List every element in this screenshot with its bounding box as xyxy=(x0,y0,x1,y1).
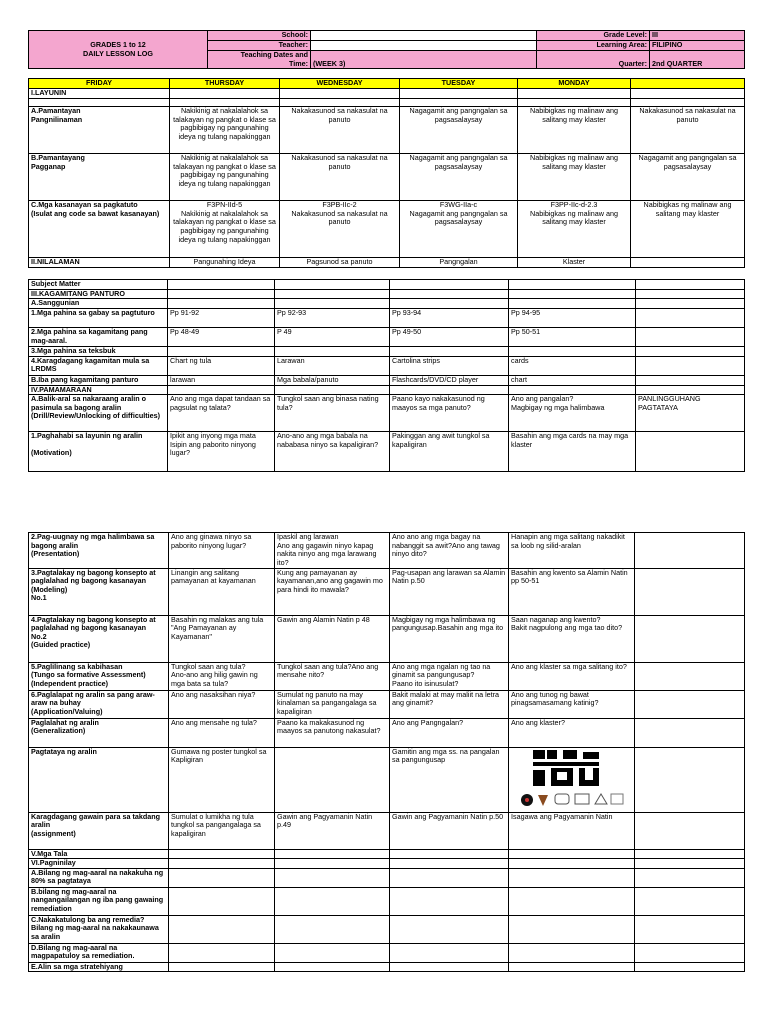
layunin-heading: I.LAYUNIN xyxy=(29,89,170,99)
objective-row xyxy=(29,258,745,268)
cell: Cartolina strips xyxy=(390,356,509,375)
row-label: 3.Pagtalakay ng bagong konsepto at paglalahad ng bagong kasanayan (Modeling) No.1 xyxy=(29,568,169,615)
row-label: 4.Karagdagang kagamitan mula sa LRDMS xyxy=(29,356,168,375)
cell: Ipikit ang inyong mga mata Isipin ang paborito ninyong lugar? xyxy=(168,432,275,472)
teaching-dates-value: (WEEK 3) xyxy=(311,51,537,69)
cell: Nagagamit ang pangngalan sa pagsasalaysay xyxy=(400,107,518,154)
dll-title-line1: GRADES 1 to 12 xyxy=(90,40,146,49)
cell xyxy=(635,718,745,747)
cell: Nakakasunod sa nakasulat na panuto xyxy=(631,107,745,154)
objective-row xyxy=(29,154,745,201)
days-row xyxy=(29,79,745,89)
cell: Flashcards/DVD/CD player xyxy=(390,375,509,385)
cell: Ano ang mga ngalan ng tao na ginamit sa pangungusap? Paano ito isinusulat? xyxy=(390,662,509,690)
cell: PANLINGGUHANG PAGTATAYA xyxy=(636,395,745,432)
day-wednesday: WEDNESDAY xyxy=(280,79,400,89)
cell: F3WG-IIa-c Nagagamit ang pangngalan sa pagsasalaysay xyxy=(400,201,518,258)
row-label: VI.Pagninilay xyxy=(29,859,169,869)
dll-title xyxy=(29,31,208,69)
day-monday: MONDAY xyxy=(518,79,631,89)
cell: Basahin ang kwento sa Alamin Natin pp 50-51 xyxy=(509,568,635,615)
procedures-table xyxy=(28,532,745,972)
row-label: A.Pamantayan Pangnilinaman xyxy=(29,107,170,154)
row-label: II.NILALAMAN xyxy=(29,258,170,268)
cell: Gawin ang Alamin Natin p 48 xyxy=(275,615,390,662)
row-label: 1.Mga pahina sa gabay sa pagtuturo xyxy=(29,308,168,327)
cell: Ano ang Pangngalan? xyxy=(390,718,509,747)
dll-title-line2: DAILY LESSON LOG xyxy=(83,48,153,58)
cell: Klaster xyxy=(518,258,631,268)
cell xyxy=(275,747,390,812)
day-tuesday: TUESDAY xyxy=(400,79,518,89)
cell: Gawin ang Pagyamanin Natin p.50 xyxy=(390,812,509,849)
cell: Ano ano ang mga bagay na nabanggit sa awit?Ano ang tawag ninyo dito? xyxy=(390,533,509,569)
cell: chart xyxy=(509,375,636,385)
row-label: B.Pamantayang Pagganap xyxy=(29,154,170,201)
row-label: 2.Mga pahina sa kagamitang pang mag-aaral. xyxy=(29,327,168,346)
row-label: 4.Pagtalakay ng bagong konsepto at paglalahad ng bagong kasanayan No.2 (Guided practice) xyxy=(29,615,169,662)
assessment-picture-cell xyxy=(509,747,635,812)
row-label: A.Balik-aral sa nakaraang aralin o pasimula sa bagong aralin (Drill/Review/Unlocking of difficulties) xyxy=(29,395,168,432)
cell: Pangngalan xyxy=(400,258,518,268)
cell: F3PP-IIc-d-2.3 Nabibigkas ng malinaw ang salitang may klaster xyxy=(518,201,631,258)
cell: Basahin ng malakas ang tula "Ang Pamayanan ay Kayamanan" xyxy=(169,615,275,662)
cell: Saan naganap ang kwento? Bakit nagpulong ang mga tao dito? xyxy=(509,615,635,662)
cell: Nabibigkas ng malinaw ang salitang may klaster xyxy=(631,201,745,258)
learning-area-value: FILIPINO xyxy=(650,41,745,51)
cell: cards xyxy=(509,356,636,375)
cell: Sumulat o lumikha ng tula tungkol sa pangangalaga sa kapaligiran xyxy=(169,812,275,849)
row-label: D.Bilang ng mag-aaral na magpapatuloy sa remediation. xyxy=(29,943,169,962)
cell xyxy=(635,615,745,662)
cell xyxy=(635,812,745,849)
quarter-value: 2nd QUARTER xyxy=(650,51,745,69)
row-label: A.Sanggunian xyxy=(29,299,168,309)
cell: Pagsunod sa panuto xyxy=(280,258,400,268)
row-label: A.Bilang ng mag-aaral na nakakuha ng 80% sa pagtataya xyxy=(29,868,169,887)
cell: Nagagamit ang pangngalan sa pagsasalaysay xyxy=(631,154,745,201)
cell: Nakikinig at nakalalahok sa talakayan ng pangkat o klase sa pagbibigay ng pangunahing ideya ng tulang napakinggan xyxy=(170,107,280,154)
cell: Chart ng tula xyxy=(168,356,275,375)
cell: Mga babala/panuto xyxy=(275,375,390,385)
cell: Larawan xyxy=(275,356,390,375)
row-label: B.bilang ng mag-aaral na nangangailangan ng iba pang gawaing remediation xyxy=(29,887,169,915)
cell: Ano ang pangalan? Magbigay ng mga halimbawa xyxy=(509,395,636,432)
cell: Ano ang mensahe ng tula? xyxy=(169,718,275,747)
cell: Pp 94-95 xyxy=(509,308,636,327)
cell xyxy=(636,327,745,346)
cell: Ipaskil ang larawan Ano ang gagawin ninyo kapag nakita ninyo ang mga larawang ito? xyxy=(275,533,390,569)
cell: Nabibigkas ng malinaw ang salitang may klaster xyxy=(518,107,631,154)
cell: Ano ang tunog ng bawat pinagsamasamang katinig? xyxy=(509,690,635,718)
row-label: 2.Pag-uugnay ng mga halimbawa sa bagong aralin (Presentation) xyxy=(29,533,169,569)
cell: Isagawa ang Pagyamanin Natin xyxy=(509,812,635,849)
cell xyxy=(636,432,745,472)
cell: Ano ang nasaksihan niya? xyxy=(169,690,275,718)
cell: Basahin ang mga cards na may mga klaster xyxy=(509,432,636,472)
day-extra xyxy=(631,79,745,89)
cell: Pp 92-93 xyxy=(275,308,390,327)
cell: Paano ka makakasunod ng maayos sa panutong nakasulat? xyxy=(275,718,390,747)
cell: Magbigay ng mga halimbawa ng pangungusap.Basahin ang mga ito xyxy=(390,615,509,662)
cell xyxy=(635,662,745,690)
cell xyxy=(631,258,745,268)
cell xyxy=(635,690,745,718)
row-label: C.Mga kasanayan sa pagkatuto (Isulat ang code sa bawat kasanayan) xyxy=(29,201,170,258)
row-label: 1.Paghahabi sa layunin ng aralin (Motivation) xyxy=(29,432,168,472)
objective-row xyxy=(29,107,745,154)
quarter-label: Quarter: xyxy=(537,51,650,69)
cell: Pp 93-94 xyxy=(390,308,509,327)
cell: Ano-ano ang mga babala na nababasa ninyo sa kapaligiran? xyxy=(275,432,390,472)
grade-level-value: III xyxy=(650,31,745,41)
cell: Nakakasunod sa nakasulat na panuto xyxy=(280,154,400,201)
row-label: Paglalahat ng aralin (Generalization) xyxy=(29,718,169,747)
day-friday: FRIDAY xyxy=(29,79,170,89)
cell xyxy=(636,375,745,385)
cell: larawan xyxy=(168,375,275,385)
cell: Ano ang klaster sa mga salitang ito? xyxy=(509,662,635,690)
cell: Ano ang klaster? xyxy=(509,718,635,747)
row-label: III.KAGAMITANG PANTURO xyxy=(29,289,168,299)
cell: Nagagamit ang pangngalan sa pagsasalaysay xyxy=(400,154,518,201)
klaster-picture-cards xyxy=(511,748,629,810)
cell: Gumawa ng poster tungkol sa Kapligiran xyxy=(169,747,275,812)
row-label: Karagdagang gawain para sa takdang aralin (assignment) xyxy=(29,812,169,849)
cell: Pakinggan ang awit tungkol sa kapaligiran xyxy=(390,432,509,472)
cell: Nakikinig at nakalalahok sa talakayan ng pangkat o klase sa pagbibigay ng pangunahing ideya ng tulang napakinggan xyxy=(170,154,280,201)
school-label: School: xyxy=(208,31,311,41)
cell: Paano kayo nakakasunod ng maayos sa mga panuto? xyxy=(390,395,509,432)
cell: F3PN-IId-5 Nakikinig at nakalalahok sa talakayan ng pangkat o klase sa pagbibigay ng pangunahing ideya ng tulang napakinggan xyxy=(170,201,280,258)
teacher-label: Teacher: xyxy=(208,41,311,51)
cell: F3PB-IIc-2 Nakakasunod sa nakasulat na panuto xyxy=(280,201,400,258)
row-label: E.Alin sa mga stratehiyang xyxy=(29,962,169,972)
cell xyxy=(635,747,745,812)
cell: Pp 91-92 xyxy=(168,308,275,327)
cell xyxy=(636,308,745,327)
cell xyxy=(635,533,745,569)
cell: Tungkol saan ang tula? Ano-ano ang hilig gawin ng mga bata sa tula? xyxy=(169,662,275,690)
cell xyxy=(635,568,745,615)
row-label: V.Mga Tala xyxy=(29,849,169,859)
cell: Ano ang mga dapat tandaan sa pagsulat ng talata? xyxy=(168,395,275,432)
row-label: Pagtataya ng aralin xyxy=(29,747,169,812)
row-label: 3.Mga pahina sa teksbuk xyxy=(29,346,168,356)
cell xyxy=(636,356,745,375)
learning-area-label: Learning Area: xyxy=(537,41,650,51)
cell: Tungkol saan ang binasa nating tula? xyxy=(275,395,390,432)
teacher-value xyxy=(311,41,537,51)
header-table xyxy=(28,30,745,69)
objectives-table xyxy=(28,78,745,268)
cell: Pp 49-50 xyxy=(390,327,509,346)
cell: Ano ang ginawa ninyo sa paborito ninyong lugar? xyxy=(169,533,275,569)
school-value xyxy=(311,31,537,41)
row-label: C.Nakakatulong ba ang remedia? Bilang ng mag-aaral na nakakaunawa sa aralin xyxy=(29,915,169,943)
cell: P 49 xyxy=(275,327,390,346)
cell: Sumulat ng panuto na may kinalaman sa pangangalaga sa kapaligiran xyxy=(275,690,390,718)
cell: Bakit malaki at may maliit na letra ang ginamit? xyxy=(390,690,509,718)
cell: Gawin ang Pagyamanin Natin p.49 xyxy=(275,812,390,849)
cell: Pp 50-51 xyxy=(509,327,636,346)
cell: Kung ang pamayanan ay kayamanan,ano ang gagawin mo para hindi ito mawala? xyxy=(275,568,390,615)
teaching-dates-label: Teaching Dates and Time: xyxy=(208,51,311,69)
cell: Pag-usapan ang larawan sa Alamin Natin p.50 xyxy=(390,568,509,615)
day-thursday: THURSDAY xyxy=(170,79,280,89)
cell: Gamitin ang mga ss. na pangalan sa pangungusap xyxy=(390,747,509,812)
row-label: 6.Paglalapat ng aralin sa pang araw-araw na buhay (Application/Valuing) xyxy=(29,690,169,718)
cell: Pp 48-49 xyxy=(168,327,275,346)
row-label: IV.PAMAMARAAN xyxy=(29,385,168,395)
row-label: Subject Matter xyxy=(29,280,168,290)
row-label: B.Iba pang kagamitang panturo xyxy=(29,375,168,385)
resources-table xyxy=(28,279,745,472)
row-label: 5.Paglilinang sa kabihasan (Tungo sa formative Assessment) (Independent practice) xyxy=(29,662,169,690)
cell: Nabibigkas ng malinaw ang salitang may klaster xyxy=(518,154,631,201)
objective-row xyxy=(29,201,745,258)
cell: Hanapin ang mga salitang nakadikit sa loob ng silid-aralan xyxy=(509,533,635,569)
grade-level-label: Grade Level: xyxy=(537,31,650,41)
cell: Tungkol saan ang tula?Ano ang mensahe nito? xyxy=(275,662,390,690)
cell: Nakakasunod sa nakasulat na panuto xyxy=(280,107,400,154)
cell: Pangunahing Ideya xyxy=(170,258,280,268)
cell: Linangin ang salitang pamayanan at kayamanan xyxy=(169,568,275,615)
